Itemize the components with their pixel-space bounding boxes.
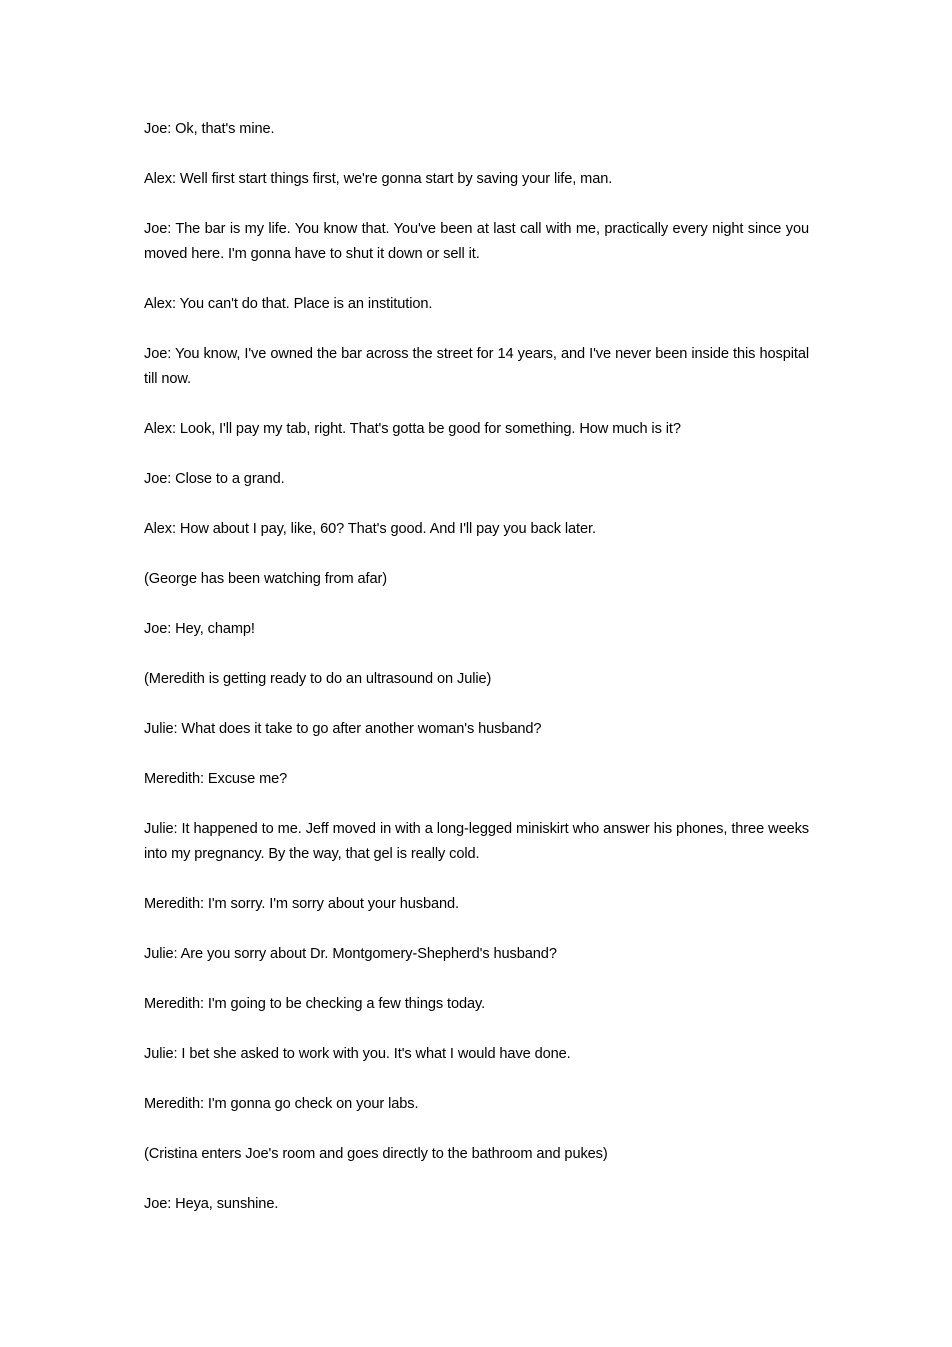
transcript-line: Julie: Are you sorry about Dr. Montgomery-Shepherd's husband? — [144, 946, 557, 962]
transcript-line: Alex: How about I pay, like, 60? That's good. And I'll pay you back later. — [144, 521, 596, 537]
transcript-line: Alex: Look, I'll pay my tab, right. That's gotta be good for something. How much is it? — [144, 421, 681, 437]
transcript-line: Julie: What does it take to go after another woman's husband? — [144, 721, 542, 737]
transcript-line: Meredith: I'm sorry. I'm sorry about your husband. — [144, 896, 460, 912]
transcript-line: Alex: Well first start things first, we're gonna start by saving your life, man. — [144, 171, 613, 187]
transcript-line: Joe: Ok, that's mine. — [144, 121, 275, 137]
stage-direction: (Meredith is getting ready to do an ultrasound on Julie) — [144, 671, 492, 687]
stage-direction: (George has been watching from afar) — [144, 571, 387, 587]
stage-direction: (Cristina enters Joe's room and goes directly to the bathroom and pukes) — [144, 1146, 608, 1162]
transcript-line: Meredith: I'm gonna go check on your labs. — [144, 1096, 419, 1112]
transcript-line: Joe: Hey, champ! — [144, 621, 255, 637]
transcript-line: Julie: It happened to me. Jeff moved in with a long-legged miniskirt who answer his phones, three weeks into my pregnancy. By the way, that gel is really cold. — [144, 821, 809, 862]
transcript-body — [144, 117, 809, 1242]
transcript-line: Joe: Close to a grand. — [144, 471, 285, 487]
transcript-line: Alex: You can't do that. Place is an institution. — [144, 296, 433, 312]
transcript-line: Meredith: I'm going to be checking a few things today. — [144, 996, 486, 1012]
transcript-line: Julie: I bet she asked to work with you. It's what I would have done. — [144, 1046, 571, 1062]
transcript-line: Joe: Heya, sunshine. — [144, 1196, 279, 1212]
transcript-line: Joe: The bar is my life. You know that. You've been at last call with me, practically every night since you moved here. I'm gonna have to shut it down or sell it. — [144, 221, 809, 262]
transcript-line: Meredith: Excuse me? — [144, 771, 288, 787]
transcript-line: Joe: You know, I've owned the bar across the street for 14 years, and I've never been inside this hospital till now. — [144, 346, 809, 387]
